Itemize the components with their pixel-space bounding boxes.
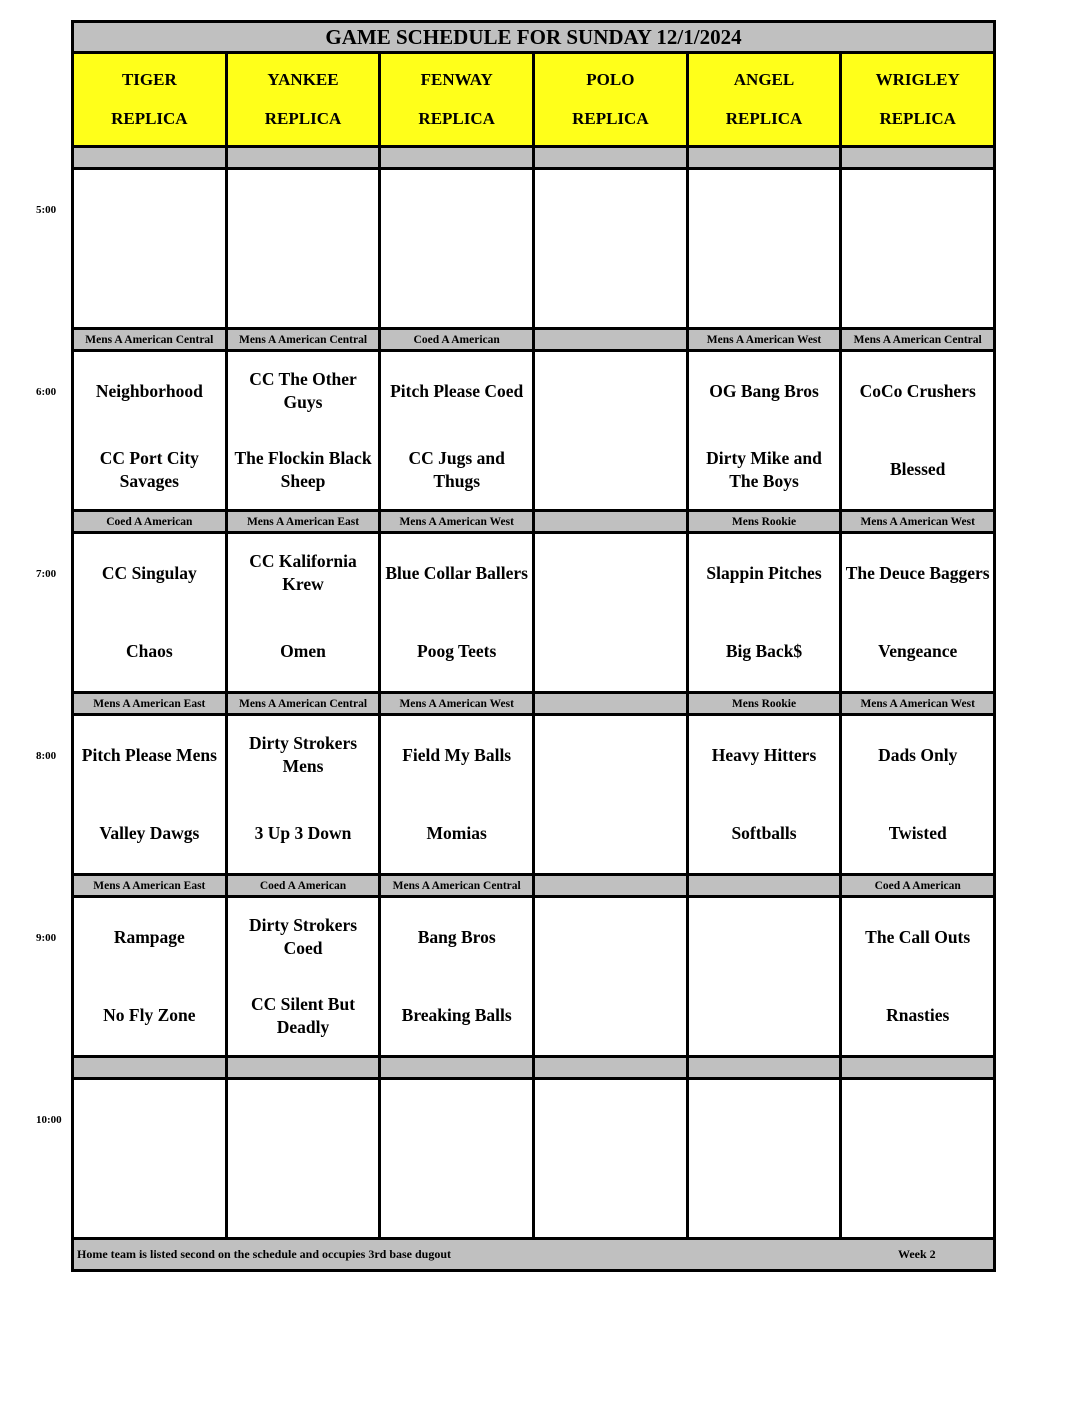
schedule-title: GAME SCHEDULE FOR SUNDAY 12/1/2024 <box>71 20 996 54</box>
division-label: Mens A American East <box>93 879 206 892</box>
home-team <box>689 249 840 328</box>
home-team <box>381 249 532 328</box>
division-row <box>71 148 996 170</box>
game-cell <box>378 898 532 1055</box>
home-team <box>74 1159 225 1238</box>
division-row <box>71 330 996 352</box>
game-cell <box>686 716 840 873</box>
away-team: Dirty Strokers Mens <box>248 733 358 777</box>
division-label: Mens A American Central <box>85 333 214 346</box>
home-team: Vengeance <box>878 641 958 662</box>
home-team: Breaking Balls <box>401 1005 512 1026</box>
division-label <box>532 148 686 167</box>
game-cell <box>74 716 225 873</box>
home-team <box>842 249 993 328</box>
game-cell <box>532 716 686 873</box>
game-cell <box>532 352 686 509</box>
game-cell <box>839 1080 993 1237</box>
field-sub: REPLICA <box>264 109 342 129</box>
away-team <box>74 170 225 249</box>
game-cell <box>378 352 532 509</box>
game-cell <box>532 170 686 327</box>
time-label: 5:00 <box>36 204 57 216</box>
game-cell <box>74 534 225 691</box>
division-label: Mens A American West <box>839 512 993 531</box>
field-sub: REPLICA <box>572 109 649 129</box>
away-team: The Deuce Baggers <box>845 562 990 583</box>
division-label: Mens A American East <box>225 512 379 531</box>
home-team: 3 Up 3 Down <box>254 823 352 844</box>
home-team: Poog Teets <box>417 641 497 662</box>
away-team <box>381 1080 532 1159</box>
away-team: CC Kalifornia Krew <box>249 551 357 595</box>
away-team: Heavy Hitters <box>711 744 817 765</box>
division-label: Mens Rookie <box>686 512 840 531</box>
away-team <box>842 1080 993 1159</box>
game-row <box>71 1080 996 1240</box>
division-row <box>71 876 996 898</box>
field-sub: REPLICA <box>725 109 803 129</box>
game-cell <box>225 898 379 1055</box>
home-team: CC Jugs and Thugs <box>408 447 505 491</box>
game-cell <box>686 898 840 1055</box>
field-name: ANGEL <box>733 69 795 89</box>
schedule-footer <box>71 1240 996 1272</box>
division-label <box>532 694 686 713</box>
game-cell <box>839 898 993 1055</box>
game-cell <box>839 352 993 509</box>
time-label: 6:00 <box>36 386 57 398</box>
division-label: Mens A American East <box>93 697 206 710</box>
home-team <box>689 977 840 1056</box>
division-label <box>686 876 840 895</box>
home-team: Twisted <box>888 823 947 844</box>
game-cell <box>686 352 840 509</box>
division-label <box>378 1058 532 1077</box>
home-team <box>228 1159 379 1238</box>
division-label <box>839 1058 993 1077</box>
field-header <box>839 54 993 145</box>
home-team: The Flockin Black Sheep <box>234 447 372 491</box>
division-label <box>532 1058 686 1077</box>
field-sub: REPLICA <box>111 109 188 129</box>
field-name: FENWAY <box>420 69 493 89</box>
away-team <box>228 1080 379 1159</box>
home-team <box>535 795 686 874</box>
home-team <box>74 249 225 328</box>
game-cell <box>225 534 379 691</box>
home-team: CC Port City Savages <box>99 447 199 491</box>
home-team: Softballs <box>731 823 797 844</box>
game-cell <box>839 534 993 691</box>
away-team <box>535 352 686 431</box>
time-label: 7:00 <box>36 568 57 580</box>
home-team: Big Back$ <box>725 641 803 662</box>
game-cell <box>74 352 225 509</box>
game-cell <box>378 170 532 327</box>
away-team <box>535 1080 686 1159</box>
division-label: Mens A American Central <box>378 876 532 895</box>
away-team: Pitch Please Mens <box>81 744 217 765</box>
away-team <box>228 170 379 249</box>
division-row <box>71 694 996 716</box>
time-label: 8:00 <box>36 750 57 762</box>
home-team: Chaos <box>125 641 173 662</box>
game-cell <box>378 534 532 691</box>
away-team <box>74 1080 225 1159</box>
field-name: WRIGLEY <box>875 69 960 89</box>
away-team <box>689 1080 840 1159</box>
away-team: Dads Only <box>878 744 958 765</box>
away-team: CC Singulay <box>101 562 197 583</box>
game-cell <box>839 170 993 327</box>
time-label: 9:00 <box>36 932 57 944</box>
away-team: The Call Outs <box>865 926 971 947</box>
field-sub: REPLICA <box>879 109 956 129</box>
home-team: Omen <box>280 641 326 662</box>
away-team <box>535 534 686 613</box>
division-label <box>532 330 686 349</box>
away-team <box>689 898 840 977</box>
game-cell <box>225 352 379 509</box>
field-name: YANKEE <box>267 69 339 89</box>
division-label: Coed A American <box>839 876 993 895</box>
field-header <box>686 54 840 145</box>
away-team: Rampage <box>113 926 185 947</box>
division-row <box>71 1058 996 1080</box>
division-label <box>532 876 686 895</box>
away-team: Neighborhood <box>95 380 203 401</box>
home-team <box>535 613 686 692</box>
home-team: Valley Dawgs <box>99 823 200 844</box>
home-team <box>842 1159 993 1238</box>
away-team: CoCo Crushers <box>859 380 976 401</box>
home-team: No Fly Zone <box>103 1005 196 1026</box>
division-label: Mens A American Central <box>839 330 993 349</box>
game-cell <box>74 170 225 327</box>
game-row <box>71 352 996 512</box>
away-team: Blue Collar Ballers <box>385 562 528 583</box>
home-team <box>535 249 686 328</box>
game-cell <box>225 170 379 327</box>
division-label <box>686 148 840 167</box>
game-cell <box>225 1080 379 1237</box>
game-row <box>71 534 996 694</box>
game-cell <box>74 1080 225 1237</box>
time-label: 10:00 <box>36 1114 62 1126</box>
game-row <box>71 716 996 876</box>
division-label <box>686 1058 840 1077</box>
game-cell <box>686 534 840 691</box>
division-label: Mens Rookie <box>686 694 840 713</box>
home-team: Dirty Mike and The Boys <box>706 447 822 491</box>
game-cell <box>532 1080 686 1237</box>
game-cell <box>378 1080 532 1237</box>
field-header-row <box>71 54 996 148</box>
away-team <box>689 170 840 249</box>
time-slots <box>71 148 996 1240</box>
game-cell <box>686 170 840 327</box>
division-label <box>225 148 379 167</box>
away-team: Slappin Pitches <box>706 562 822 583</box>
game-cell <box>532 898 686 1055</box>
division-label: Mens A American West <box>839 694 993 713</box>
division-label: Mens A American West <box>378 512 532 531</box>
away-team: CC The Other Guys <box>249 369 357 413</box>
field-header <box>378 54 532 145</box>
division-label <box>225 1058 379 1077</box>
home-team <box>228 249 379 328</box>
game-cell <box>225 716 379 873</box>
away-team <box>535 170 686 249</box>
week-label: Week 2 <box>898 1247 936 1261</box>
away-team: Field My Balls <box>402 744 512 765</box>
division-label: Coed A American <box>106 515 193 528</box>
away-team <box>842 170 993 249</box>
division-label <box>378 148 532 167</box>
division-label <box>74 148 225 167</box>
field-name: TIGER <box>121 69 177 89</box>
away-team <box>535 716 686 795</box>
away-team <box>381 170 532 249</box>
away-team: OG Bang Bros <box>709 380 819 401</box>
away-team: Bang Bros <box>417 926 496 947</box>
field-header <box>225 54 379 145</box>
division-label: Mens A American West <box>378 694 532 713</box>
home-team: CC Silent But Deadly <box>250 993 356 1037</box>
home-team: Rnasties <box>886 1005 950 1026</box>
away-team: Dirty Strokers Coed <box>248 915 358 959</box>
division-label: Coed A American <box>378 330 532 349</box>
game-cell <box>686 1080 840 1237</box>
home-team <box>535 1159 686 1238</box>
division-label: Coed A American <box>225 876 379 895</box>
home-team-note: Home team is listed second on the schedule and occupies 3rd base dugout <box>77 1247 452 1261</box>
home-team <box>535 977 686 1056</box>
field-sub: REPLICA <box>418 109 495 129</box>
field-header <box>532 54 686 145</box>
division-label: Mens A American Central <box>225 330 379 349</box>
division-label <box>839 148 993 167</box>
division-label <box>532 512 686 531</box>
game-cell <box>378 716 532 873</box>
game-row <box>71 898 996 1058</box>
division-label: Mens A American West <box>686 330 840 349</box>
home-team <box>381 1159 532 1238</box>
division-label <box>74 1058 225 1077</box>
field-name: POLO <box>586 69 635 89</box>
field-header <box>74 54 225 145</box>
home-team: Momias <box>426 823 487 844</box>
home-team <box>535 431 686 510</box>
home-team <box>689 1159 840 1238</box>
away-team: Pitch Please Coed <box>390 380 524 401</box>
schedule-sheet <box>71 20 996 1272</box>
division-label: Mens A American Central <box>225 694 379 713</box>
division-row <box>71 512 996 534</box>
game-cell <box>839 716 993 873</box>
home-team: Blessed <box>889 459 946 480</box>
game-cell <box>74 898 225 1055</box>
away-team <box>535 898 686 977</box>
game-row <box>71 170 996 330</box>
game-cell <box>532 534 686 691</box>
